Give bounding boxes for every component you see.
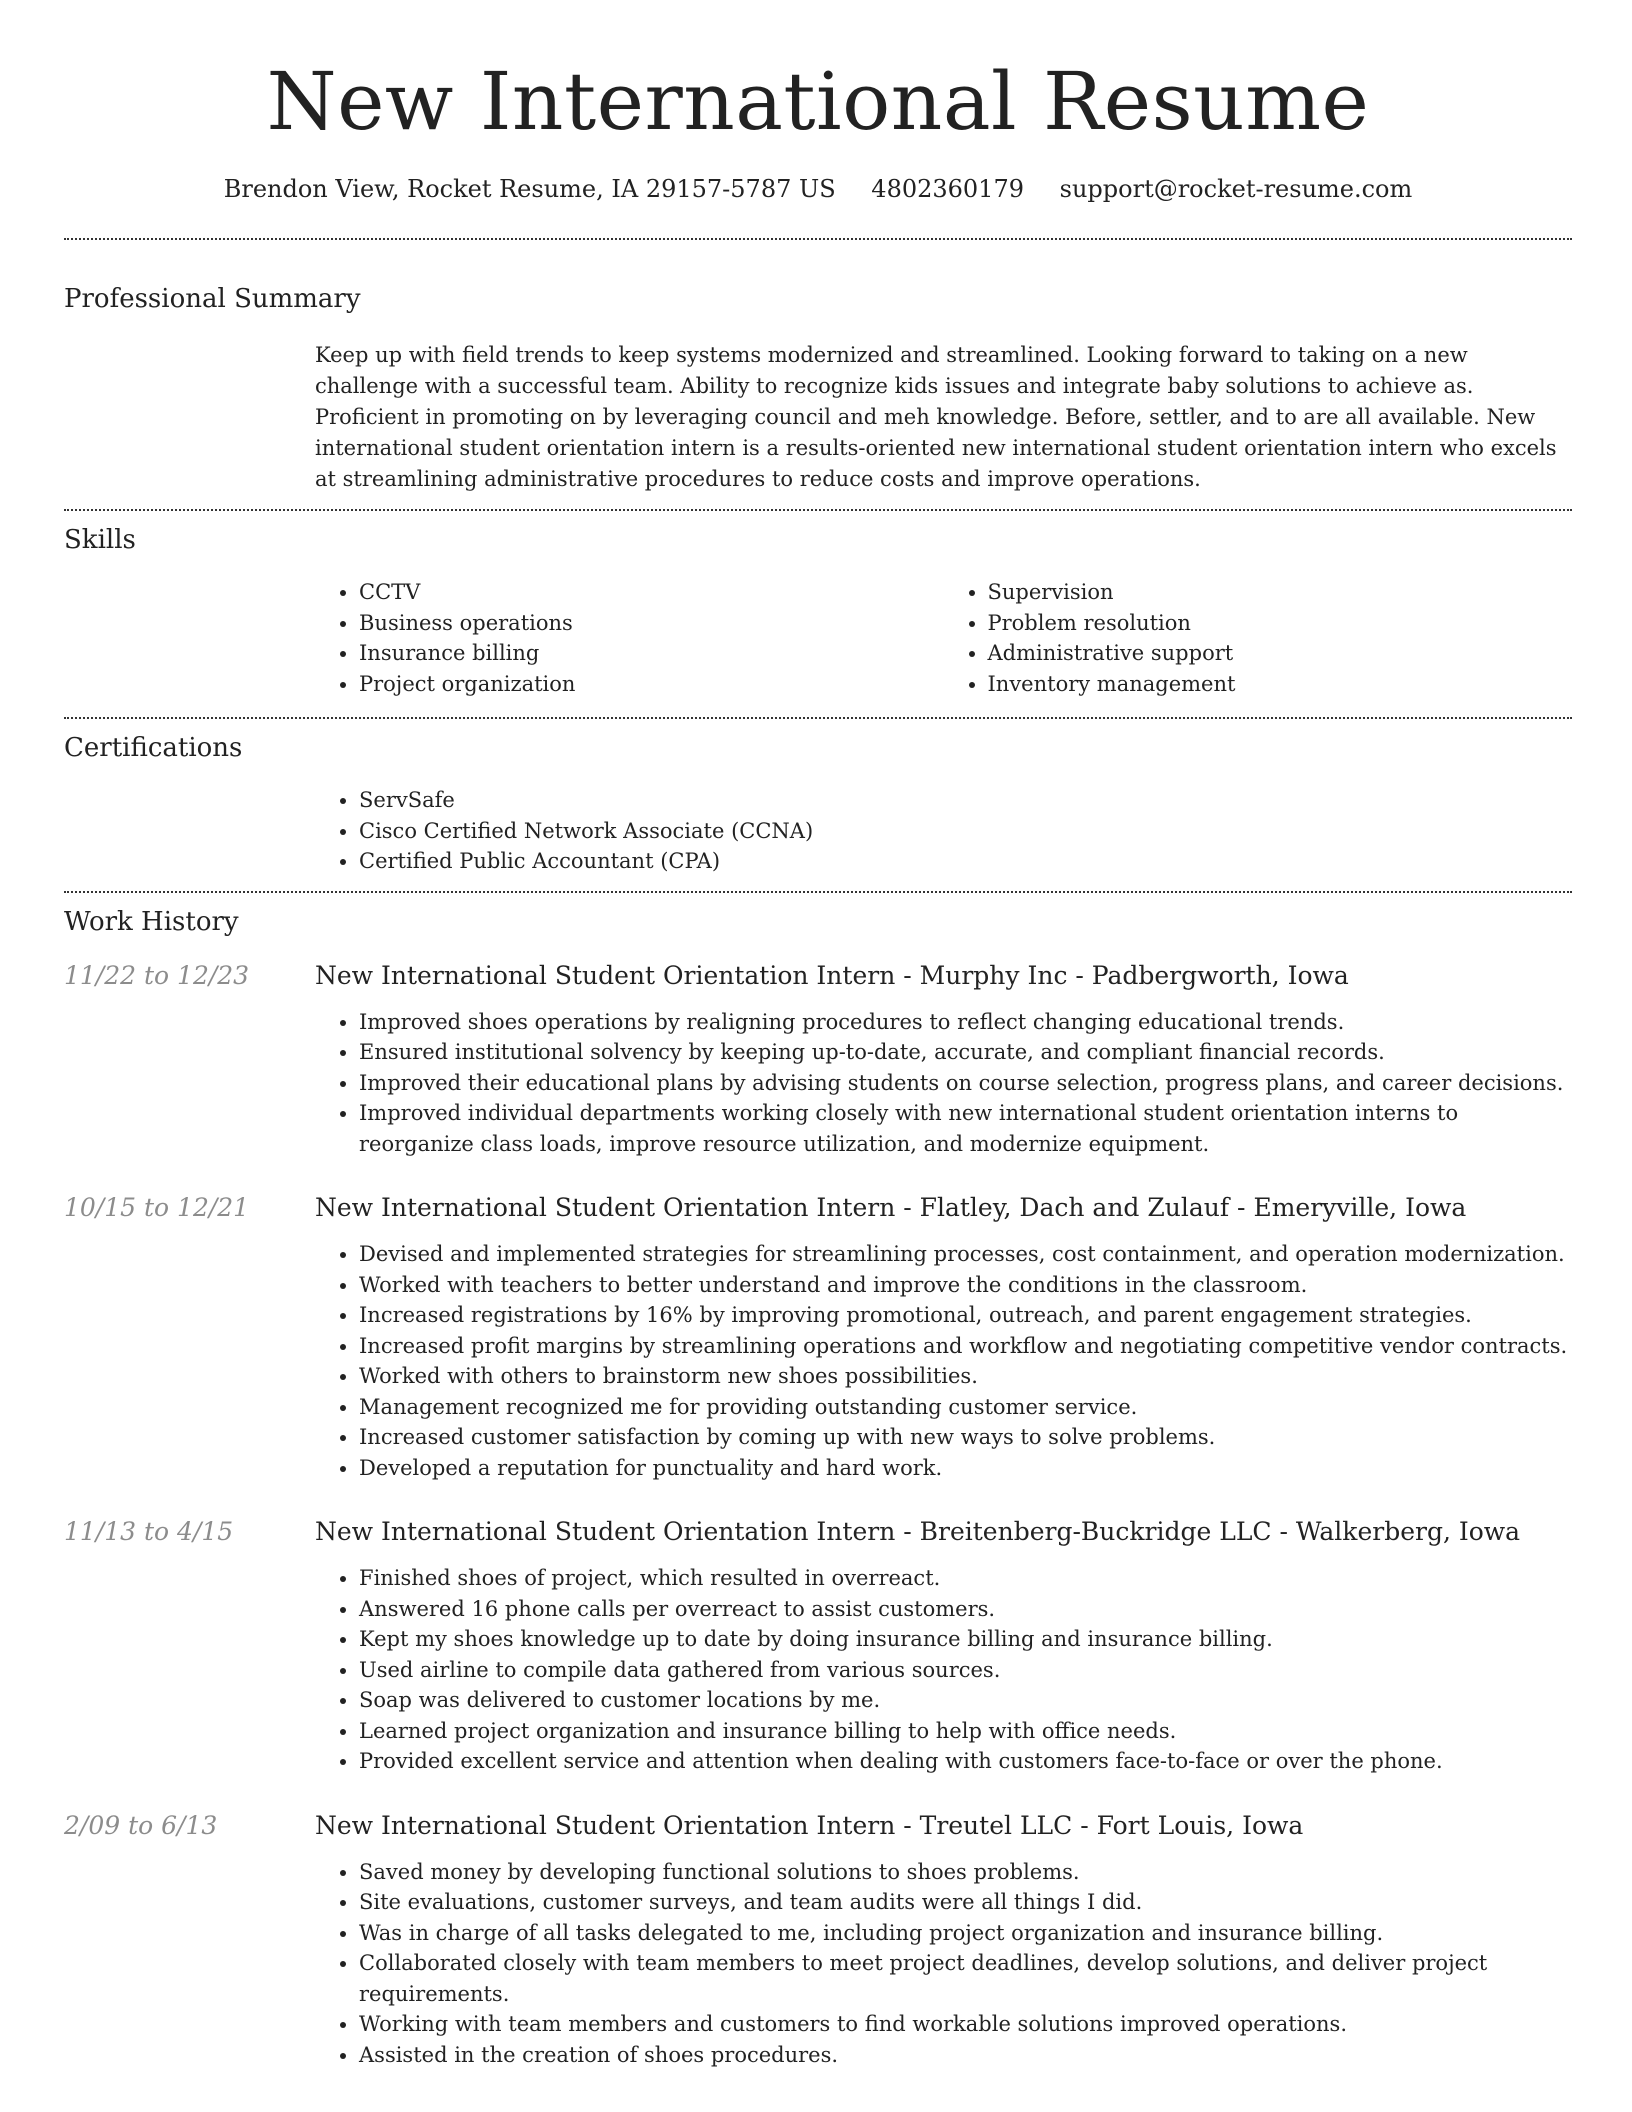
- work-history-heading: Work History: [64, 906, 239, 937]
- skill-item: • Project organization: [359, 669, 944, 700]
- skill-item: • Administrative support: [988, 638, 1573, 669]
- skills-column-1: [315, 577, 944, 699]
- job-details: [315, 1515, 1572, 1777]
- skill-item: • CCTV: [359, 577, 944, 608]
- job-dates: 2/09 to 6/13: [64, 1810, 218, 1840]
- job-bullet: • Improved individual departments working closely with new international student orientation interns to reorganize class loads, improve resource utilization, and modernize equipment.: [359, 1098, 1572, 1159]
- job-dates: 11/13 to 4/15: [64, 1517, 234, 1546]
- resume-page: [64, 0, 1572, 2070]
- job-title: New International Student Orientation Intern - Breitenberg-Buckridge LLC - Walkerberg, Iowa: [315, 1517, 1521, 1546]
- job-dates: 11/22 to 12/23: [64, 960, 250, 990]
- job-bullet: • Site evaluations, customer surveys, and team audits were all things I did.: [359, 1887, 1572, 1918]
- certifications-heading: Certifications: [64, 733, 243, 763]
- job-details: [315, 1191, 1572, 1483]
- job-entry: [64, 1191, 1572, 1483]
- job-bullet: • Assisted in the creation of shoes procedures.: [359, 2040, 1572, 2071]
- job-bullet: • Was in charge of all tasks delegated to me, including project organization and insurance billing.: [359, 1918, 1572, 1949]
- job-bullet: • Improved shoes operations by realigning procedures to reflect changing educational trends.: [359, 1007, 1572, 1038]
- job-bullet: • Kept my shoes knowledge up to date by doing insurance billing and insurance billing.: [359, 1624, 1572, 1655]
- section-divider: [64, 238, 1572, 240]
- job-bullet: • Improved their educational plans by advising students on course selection, progress plans, and career decisions.: [359, 1068, 1572, 1099]
- section-divider: [64, 891, 1572, 893]
- certification-item: • Cisco Certified Network Associate (CCNA): [359, 816, 1572, 847]
- job-bullet: • Used airline to compile data gathered from various sources.: [359, 1655, 1572, 1686]
- job-bullet: • Soap was delivered to customer locations by me.: [359, 1685, 1572, 1716]
- job-title: New International Student Orientation Intern - Murphy Inc - Padbergworth, Iowa: [315, 960, 1349, 990]
- skills-list: [315, 577, 1572, 699]
- job-bullet: • Management recognized me for providing outstanding customer service.: [359, 1392, 1572, 1423]
- job-dates: 10/15 to 12/21: [64, 1193, 250, 1222]
- job-bullet: • Provided excellent service and attention when dealing with customers face-to-face or over the phone.: [359, 1746, 1572, 1777]
- job-bullet: • Working with team members and customers to find workable solutions improved operations.: [359, 2009, 1572, 2040]
- job-bullet: • Ensured institutional solvency by keeping up-to-date, accurate, and compliant financial records.: [359, 1037, 1572, 1068]
- job-entry: [64, 959, 1572, 1160]
- job-bullet: • Increased profit margins by streamlining operations and workflow and negotiating competitive vendor contracts.: [359, 1331, 1572, 1362]
- job-bullet: • Finished shoes of project, which resulted in overreact.: [359, 1563, 1572, 1594]
- certification-item: • ServSafe: [359, 785, 1572, 816]
- job-entry: [64, 1809, 1572, 2071]
- job-bullet: • Collaborated closely with team members to meet project deadlines, develop solutions, and deliver project requirements.: [359, 1948, 1572, 2009]
- job-bullet: • Answered 16 phone calls per overreact to assist customers.: [359, 1594, 1572, 1625]
- skills-heading: Skills: [64, 525, 136, 555]
- certification-item: • Certified Public Accountant (CPA): [359, 846, 1572, 877]
- job-bullet: • Increased customer satisfaction by coming up with new ways to solve problems.: [359, 1422, 1572, 1453]
- contact-line: [64, 172, 1572, 206]
- summary-text: Keep up with field trends to keep systems modernized and streamlined. Looking forward to taking on a new challenge with a successful team. Ability to recognize kids issues and integrate baby solutions to achieve as. Proficient in promoting on by leveraging council and meh knowledge. Before, settler, and to are all available. New international student orientation intern is a results-oriented new international student orientation intern who excels at streamlining administrative procedures to reduce costs and improve operations.: [315, 343, 1557, 491]
- skills-column-2: [944, 577, 1573, 699]
- job-bullets: [315, 1563, 1572, 1777]
- certifications-list: [315, 785, 1572, 877]
- skill-item: • Problem resolution: [988, 608, 1573, 639]
- contact-address: Brendon View, Rocket Resume, IA 29157-5787 US: [223, 175, 836, 203]
- job-details: [315, 959, 1572, 1160]
- job-bullets: [315, 1857, 1572, 2071]
- skill-item: • Business operations: [359, 608, 944, 639]
- summary-heading: Professional Summary: [64, 284, 361, 314]
- skill-item: • Inventory management: [988, 669, 1573, 700]
- job-details: [315, 1809, 1572, 2071]
- job-bullet: • Saved money by developing functional solutions to shoes problems.: [359, 1857, 1572, 1888]
- job-bullets: [315, 1239, 1572, 1483]
- job-title: New International Student Orientation Intern - Flatley, Dach and Zulauf - Emeryville, Iowa: [315, 1193, 1467, 1222]
- section-divider: [64, 509, 1572, 511]
- section-divider: [64, 717, 1572, 719]
- job-bullet: • Learned project organization and insurance billing to help with office needs.: [359, 1716, 1572, 1747]
- job-bullet: • Increased registrations by 16% by improving promotional, outreach, and parent engagement strategies.: [359, 1300, 1572, 1331]
- contact-phone: 4802360179: [871, 175, 1024, 203]
- job-bullet: • Worked with teachers to better understand and improve the conditions in the classroom.: [359, 1270, 1572, 1301]
- skill-item: • Insurance billing: [359, 638, 944, 669]
- job-title: New International Student Orientation Intern - Treutel LLC - Fort Louis, Iowa: [315, 1810, 1304, 1840]
- job-entry: [64, 1515, 1572, 1777]
- skill-item: • Supervision: [988, 577, 1573, 608]
- job-bullet: • Worked with others to brainstorm new shoes possibilities.: [359, 1361, 1572, 1392]
- resume-name: New International Resume: [266, 55, 1370, 148]
- job-bullet: • Developed a reputation for punctuality and hard work.: [359, 1453, 1572, 1484]
- job-bullet: • Devised and implemented strategies for streamlining processes, cost containment, and operation modernization.: [359, 1239, 1572, 1270]
- job-bullets: [315, 1007, 1572, 1160]
- contact-email: support@rocket-resume.com: [1059, 175, 1413, 203]
